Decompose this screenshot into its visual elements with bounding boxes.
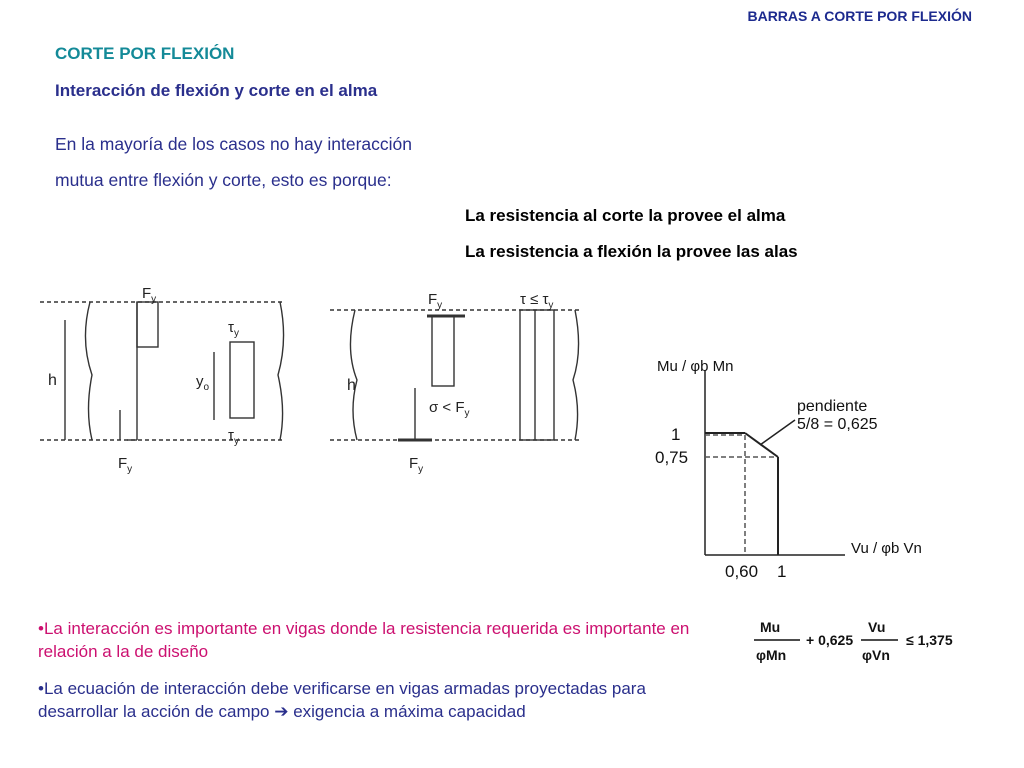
formula-limit: ≤ 1,375 xyxy=(906,632,953,648)
y-tick-1: 1 xyxy=(671,425,681,444)
reason-flange-flexure: La resistencia a flexión la provee las alas xyxy=(465,242,798,261)
page-title: CORTE POR FLEXIÓN xyxy=(55,44,235,63)
bullet-interaction-importance: •La interacción es importante en vigas donde la resistencia requerida es importante en relación a la de diseño xyxy=(38,619,690,661)
formula-coefficient: + 0,625 xyxy=(806,632,854,648)
formula-numerator-moment: Mu xyxy=(760,619,781,635)
x-tick-1: 1 xyxy=(777,562,787,581)
y-axis-label: Mu / φb Mn xyxy=(657,358,734,375)
x-axis-label: Vu / φb Vn xyxy=(851,540,922,557)
reason-web-shear: La resistencia al corte la provee el alma xyxy=(465,206,786,225)
fy-bottom-label-2: $F_y$ xyxy=(409,455,424,475)
y-tick-075: 0,75 xyxy=(655,448,689,467)
sigma-condition-label: $\sigma < F_y$ xyxy=(429,399,470,419)
y0-label: $y_o$ xyxy=(196,373,210,393)
formula-denominator-shear: φVn xyxy=(862,647,890,663)
web-stress-diagram-1 xyxy=(30,280,300,480)
fy-bottom-label: $F_y$ xyxy=(118,455,133,475)
intro-line-1: En la mayoría de los casos no hay interacción xyxy=(55,134,412,154)
web-stress-diagram-2 xyxy=(325,280,590,480)
intro-line-2: mutua entre flexión y corte, esto es porque: xyxy=(55,170,392,190)
x-tick-060: 0,60 xyxy=(725,562,759,581)
formula-denominator-moment: φMn xyxy=(756,647,787,663)
interaction-formula xyxy=(748,612,978,674)
bullet-interaction-check: •La ecuación de interacción debe verificarse en vigas armadas proyectadas para desarrollar la acción de campo ➔ exigencia a máxima capacidad xyxy=(38,679,646,721)
fy-top-label-2: $F_y$ xyxy=(428,291,443,311)
height-label-2: h xyxy=(347,377,356,394)
slope-annotation-line2: 5/8 = 0,625 xyxy=(797,416,878,433)
slope-annotation-line1: pendiente xyxy=(797,398,868,415)
height-label: h xyxy=(48,372,57,389)
interaction-chart xyxy=(605,340,960,585)
tau-condition-label: $\tau \le \tau_y$ xyxy=(520,291,554,311)
tau-top-label: $\tau_y$ xyxy=(228,319,239,339)
page-subtitle: Interacción de flexión y corte en el alma xyxy=(55,81,378,100)
tau-bottom-label: $\tau_y$ xyxy=(228,427,239,447)
section-header: BARRAS A CORTE POR FLEXIÓN xyxy=(747,8,972,24)
formula-numerator-shear: Vu xyxy=(868,619,886,635)
fy-top-label: $F_y$ xyxy=(142,285,157,305)
